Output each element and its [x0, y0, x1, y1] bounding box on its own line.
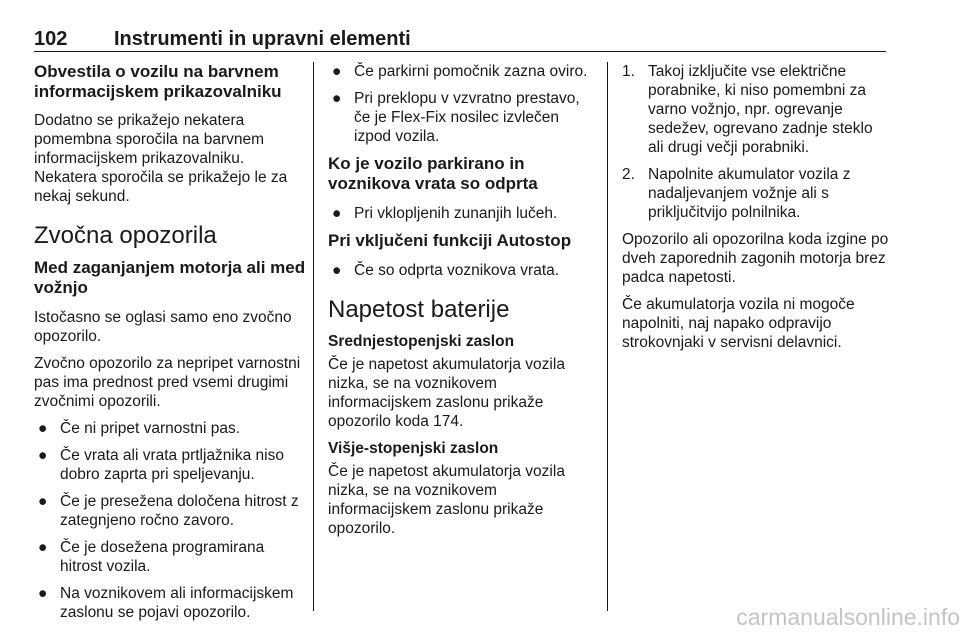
column-divider-2: [607, 62, 608, 611]
column-2: [328, 62, 598, 546]
list-item-text: Na voznikovem ali informacijskem zaslonu se pojavi opozorilo.: [60, 585, 294, 621]
bullet-icon: ●: [332, 63, 342, 80]
paragraph: Če je napetost akumulatorja vozila nizka, se na voznikovem informacijskem zaslonu prikaže opozorilo.: [328, 463, 565, 537]
subheading-engine-start: Med zaganjanjem motorja ali med vožnjo: [34, 258, 306, 297]
list-item-text: Napolnite akumulator vozila z nadaljevanjem vožnje ali s priključitvijo polnilnika.: [648, 166, 851, 221]
numbered-list: [622, 62, 892, 222]
column-3: [622, 62, 892, 360]
list-item: [328, 261, 598, 280]
bullet-icon: ●: [38, 493, 48, 510]
page-number: 102: [34, 28, 68, 50]
paragraph: Opozorilo ali opozorilna koda izgine po dveh zaporednih zagonih motorja brez padca napetosti.: [622, 231, 889, 286]
watermark: carmanualsonline.info: [736, 604, 960, 630]
list-item: [34, 538, 306, 576]
subheading-autostop: Pri vključeni funkciji Autostop: [328, 231, 572, 250]
list-item: [328, 62, 598, 81]
list-item: [34, 419, 306, 438]
header-divider: [34, 51, 886, 52]
page-title: Instrumenti in upravni elementi: [114, 28, 411, 50]
list-item: [34, 446, 306, 484]
section-heading-battery-voltage: Napetost baterije: [328, 296, 510, 323]
paragraph: Istočasno se oglasi samo eno zvočno opozorilo.: [34, 309, 292, 345]
list-item-text: Če je dosežena programirana hitrost vozila.: [60, 539, 265, 575]
subheading-high-display: Višje-stopenjski zaslon: [328, 440, 499, 457]
subheading-mid-display: Srednjestopenjski zaslon: [328, 333, 515, 350]
list-item-text: Če parkirni pomočnik zazna oviro.: [354, 63, 588, 80]
list-item-text: Če je presežena določena hitrost z zategnjeno ročno zavoro.: [60, 493, 299, 529]
list-item: [34, 584, 306, 622]
page-header: [34, 28, 886, 52]
list-item-text: Pri preklopu v vzvratno prestavo, če je Flex-Fix nosilec izvlečen izpod vozila.: [354, 90, 580, 145]
bullet-list: [328, 204, 598, 223]
bullet-icon: ●: [38, 420, 48, 437]
paragraph: Zvočno opozorilo za nepripet varnostni pas ima prednost pred vsemi drugimi zvočnimi opozorili.: [34, 355, 301, 410]
column-divider-1: [313, 62, 314, 611]
bullet-icon: ●: [38, 447, 48, 464]
list-item-text: Če vrata ali vrata prtljažnika niso dobro zaprta pri speljevanju.: [60, 447, 284, 483]
subheading-parked: Ko je vozilo parkirano in voznikova vrata so odprta: [328, 154, 538, 193]
bullet-icon: ●: [332, 205, 342, 222]
list-item: [34, 492, 306, 530]
list-item-text: Takoj izključite vse električne porabnike, ki niso pomembni za varno vožnjo, npr. ogrevanje sedežev, ogrevano zadnje steklo ali drugi večji porabniki.: [648, 63, 873, 156]
paragraph: Če akumulatorja vozila ni mogoče napolniti, naj napako odpravijo strokovnjaki v servisni delavnici.: [622, 296, 855, 351]
column-1: [34, 62, 306, 630]
list-item: [622, 165, 892, 222]
bullet-icon: ●: [38, 585, 48, 602]
list-item-text: Če so odprta voznikova vrata.: [354, 262, 560, 279]
section-heading-warning-chimes: Zvočna opozorila: [34, 222, 217, 249]
paragraph: Dodatno se prikažejo nekatera pomembna sporočila na barvnem informacijskem prikazovalniku. Nekatera sporočila se prikažejo le za nekaj sekund.: [34, 112, 288, 205]
bullet-icon: ●: [332, 262, 342, 279]
bullet-list: [34, 419, 306, 622]
list-item-text: Če ni pripet varnostni pas.: [60, 420, 241, 437]
section-heading-vehicle-messages: Obvestila o vozilu na barvnem informacijskem prikazovalniku: [34, 62, 282, 101]
bullet-list: [328, 261, 598, 280]
list-item: [622, 62, 892, 157]
bullet-icon: ●: [38, 539, 48, 556]
paragraph: Če je napetost akumulatorja vozila nizka, se na voznikovem informacijskem zaslonu prikaže opozorilo koda 174.: [328, 356, 565, 430]
step-number: 2.: [622, 166, 635, 183]
step-number: 1.: [622, 63, 635, 80]
list-item: [328, 204, 598, 223]
list-item-text: Pri vklopljenih zunanjih lučeh.: [354, 205, 558, 222]
bullet-icon: ●: [332, 90, 342, 107]
list-item: [328, 89, 598, 146]
bullet-list: [328, 62, 598, 146]
